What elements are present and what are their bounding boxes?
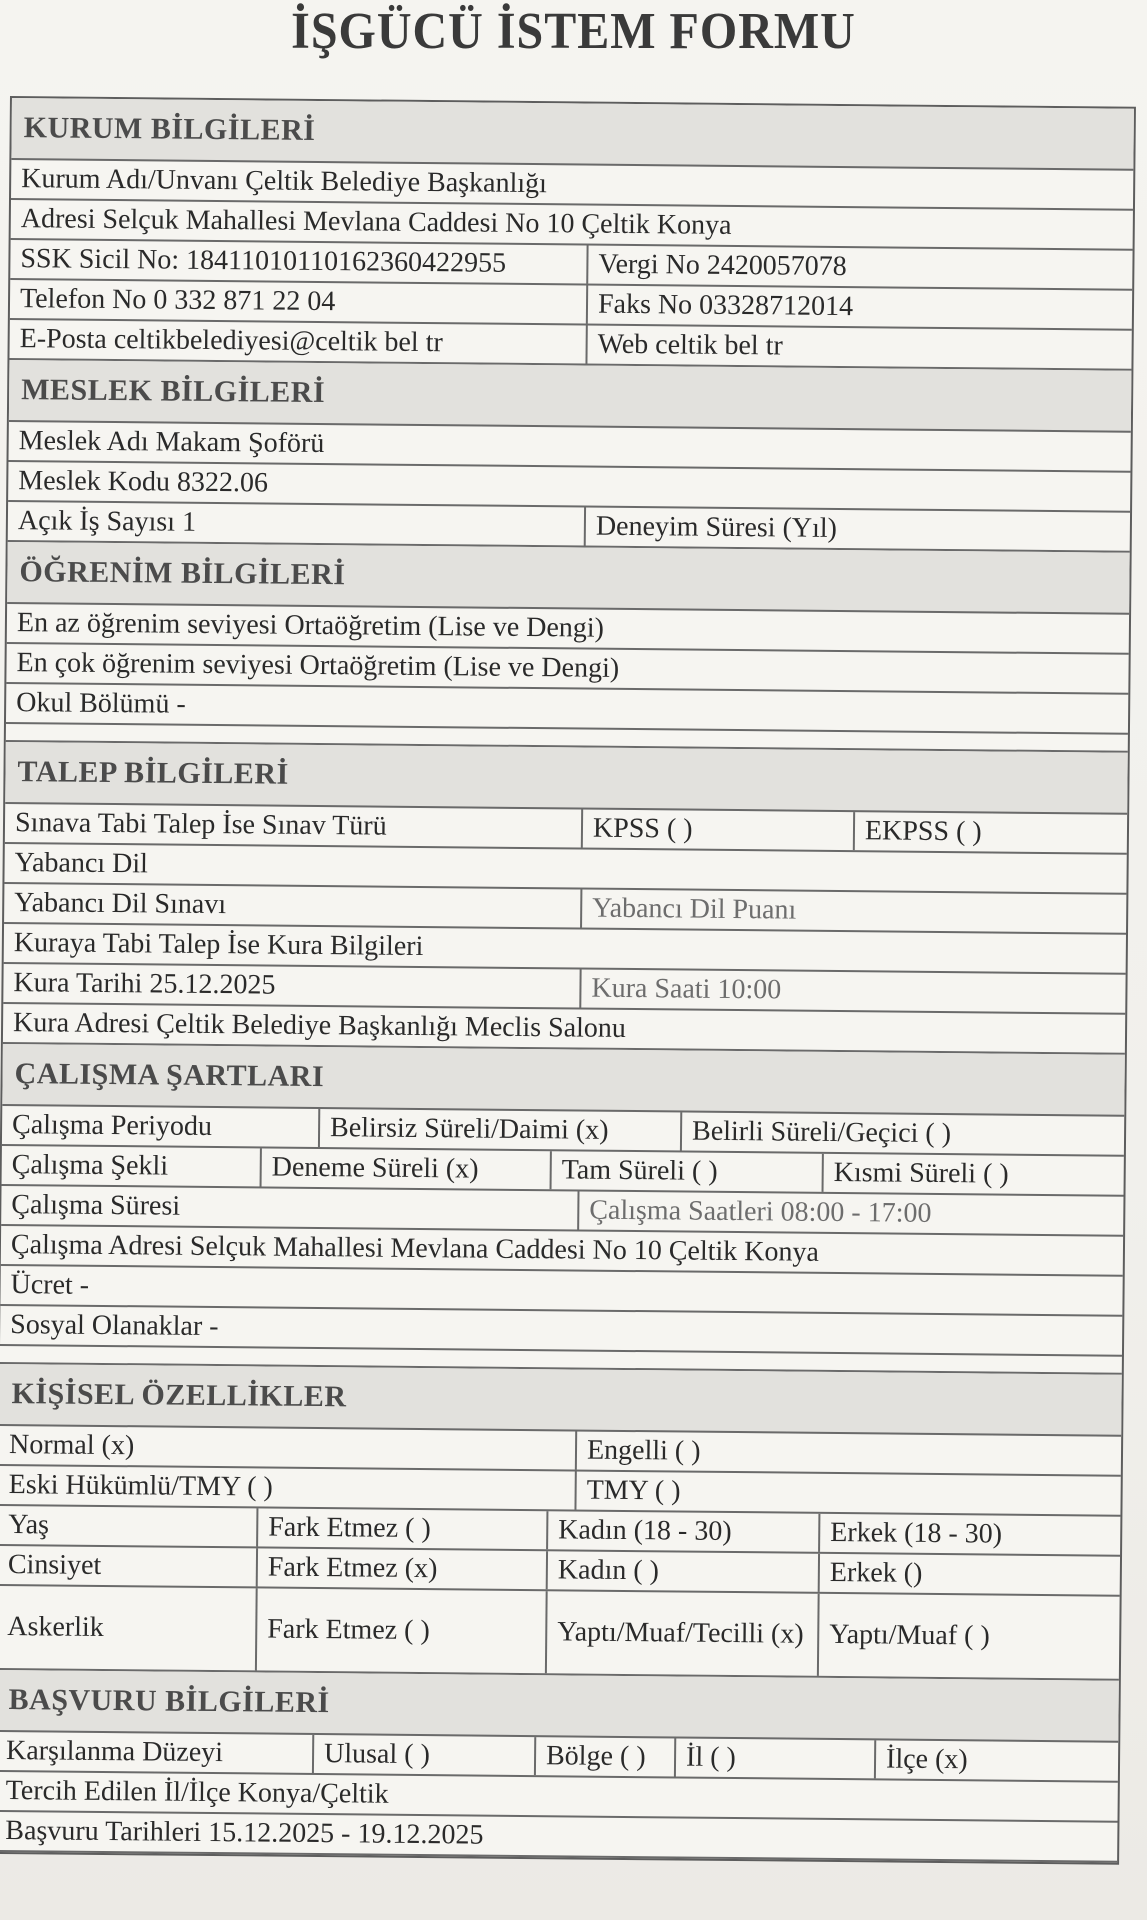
sosyal-olanaklar: Sosyal Olanaklar - — [10, 1309, 219, 1343]
normal-option: Normal (x) — [0, 1426, 577, 1470]
karsilanma-duzeyi: Karşılanma Düzeyi — [0, 1732, 314, 1773]
yabanci-dil: Yabancı Dil — [14, 847, 149, 880]
askerlik-label: Askerlik — [0, 1586, 258, 1670]
form-sheet — [0, 96, 1136, 1865]
kura-saati: Kura Saati 10:00 — [591, 972, 782, 1006]
tam-sureli: Tam Süreli ( ) — [552, 1151, 824, 1192]
yas-kadin: Kadın (18 - 30) — [548, 1511, 820, 1552]
eski-hukumlu-option: Eski Hükümlü/TMY ( ) — [0, 1466, 577, 1510]
kurum-adi: Kurum Adı/Unvanı Çeltik Belediye Başkanlığı — [21, 163, 548, 200]
section-kisisel-header: KİŞİSEL ÖZELLİKLER — [0, 1364, 1122, 1437]
yas-fark-etmez: Fark Etmez ( ) — [258, 1508, 548, 1549]
section-talep-header: TALEP BİLGİLERİ — [5, 742, 1128, 815]
ilce-option: İlçe (x) — [885, 1743, 968, 1776]
kpss-option: KPSS ( ) — [583, 810, 855, 851]
cinsiyet-label: Cinsiyet — [0, 1546, 258, 1586]
calisma-periyodu: Çalışma Periyodu — [2, 1106, 320, 1147]
ucret: Ücret - — [10, 1269, 90, 1301]
ulusal-option: Ulusal ( ) — [314, 1735, 536, 1775]
web: Web celtik bel tr — [597, 328, 783, 362]
telefon: Telefon No 0 332 871 22 04 — [10, 280, 588, 324]
faks: Faks No 03328712014 — [597, 288, 854, 323]
engelli-option: Engelli ( ) — [586, 1434, 701, 1467]
ssk-sicil: SSK Sicil No: 18411010110162360422955 — [10, 240, 588, 284]
deneyim-suresi: Deneyim Süresi (Yıl) — [595, 510, 838, 544]
calisma-sekli: Çalışma Şekli — [2, 1146, 262, 1186]
section-kurum-header: KURUM BİLGİLERİ — [11, 98, 1134, 171]
kura-tarihi: Kura Tarihi 25.12.2025 — [3, 964, 581, 1008]
yabanci-dil-sinavi: Yabancı Dil Sınavı — [4, 884, 582, 928]
eposta: E-Posta celtikbelediyesi@celtik bel tr — [9, 320, 587, 364]
calisma-adresi: Çalışma Adresi Selçuk Mahallesi Mevlana Caddesi No 10 Çeltik Konya — [10, 1229, 820, 1268]
en-cok-ogrenim: En çok öğrenim seviyesi Ortaöğretim (Lise ve Dengi) — [16, 647, 620, 684]
askerlik-yapti-tecilli: Yaptı/Muaf/Tecilli (x) — [547, 1591, 820, 1676]
kura-bilgileri: Kuraya Tabi Talep İse Kura Bilgileri — [13, 927, 424, 963]
calisma-saatleri: Çalışma Saatleri 08:00 - 17:00 — [589, 1194, 932, 1229]
tercih-edilen-il-ilce: Tercih Edilen İl/İlçe Konya/Çeltik — [5, 1775, 389, 1810]
yas-erkek: Erkek (18 - 30) — [830, 1516, 1003, 1550]
section-basvuru-header: BAŞVURU BİLGİLERİ — [0, 1670, 1119, 1743]
vergi-no: Vergi No 2420057078 — [598, 248, 847, 283]
bolge-option: Bölge ( ) — [536, 1737, 676, 1776]
okul-bolumu: Okul Bölümü - — [16, 687, 186, 720]
meslek-adi: Meslek Adı Makam Şoförü — [18, 425, 325, 460]
section-meslek-header: MESLEK BİLGİLERİ — [9, 360, 1132, 433]
basvuru-tarihleri: Başvuru Tarihleri 15.12.2025 - 19.12.2025 — [5, 1815, 484, 1851]
sinav-turu: Sınava Tabi Talep İse Sınav Türü — [5, 804, 583, 848]
en-az-ogrenim: En az öğrenim seviyesi Ortaöğretim (Lise ve Dengi) — [16, 607, 605, 644]
cinsiyet-fark-etmez: Fark Etmez (x) — [258, 1548, 548, 1589]
askerlik-fark-etmez: Fark Etmez ( ) — [257, 1588, 548, 1673]
il-option: İl ( ) — [676, 1738, 876, 1778]
calisma-suresi: Çalışma Süresi — [1, 1186, 579, 1230]
meslek-kodu: Meslek Kodu 8322.06 — [18, 465, 269, 499]
acik-is-sayisi: Açık İş Sayısı 1 — [8, 502, 586, 546]
cinsiyet-erkek: Erkek () — [829, 1556, 923, 1589]
section-ogrenim-header: ÖĞRENİM BİLGİLERİ — [7, 542, 1130, 615]
kura-adresi: Kura Adresi Çeltik Belediye Başkanlığı Meclis Salonu — [12, 1007, 627, 1044]
yas-label: Yaş — [0, 1506, 258, 1546]
belirsiz-sureli: Belirsiz Süreli/Daimi (x) — [320, 1109, 682, 1150]
kismi-sureli: Kısmi Süreli ( ) — [833, 1156, 1009, 1190]
belirli-sureli: Belirli Süreli/Geçici ( ) — [691, 1115, 952, 1150]
deneme-sureli: Deneme Süreli (x) — [262, 1148, 552, 1189]
kurum-adres: Adresi Selçuk Mahallesi Mevlana Caddesi No 10 Çeltik Konya — [20, 203, 732, 241]
yabanci-dil-puani: Yabancı Dil Puanı — [592, 892, 797, 926]
section-calisma-header: ÇALIŞMA ŞARTLARI — [2, 1044, 1125, 1117]
cinsiyet-kadin: Kadın ( ) — [548, 1551, 820, 1592]
form-title: İŞGÜCÜ İSTEM FORMU — [291, 2, 856, 61]
askerlik-yapti-muaf: Yaptı/Muaf ( ) — [829, 1618, 990, 1652]
tmy-option: TMY ( ) — [586, 1474, 681, 1507]
ekpss-option: EKPSS ( ) — [864, 815, 982, 848]
